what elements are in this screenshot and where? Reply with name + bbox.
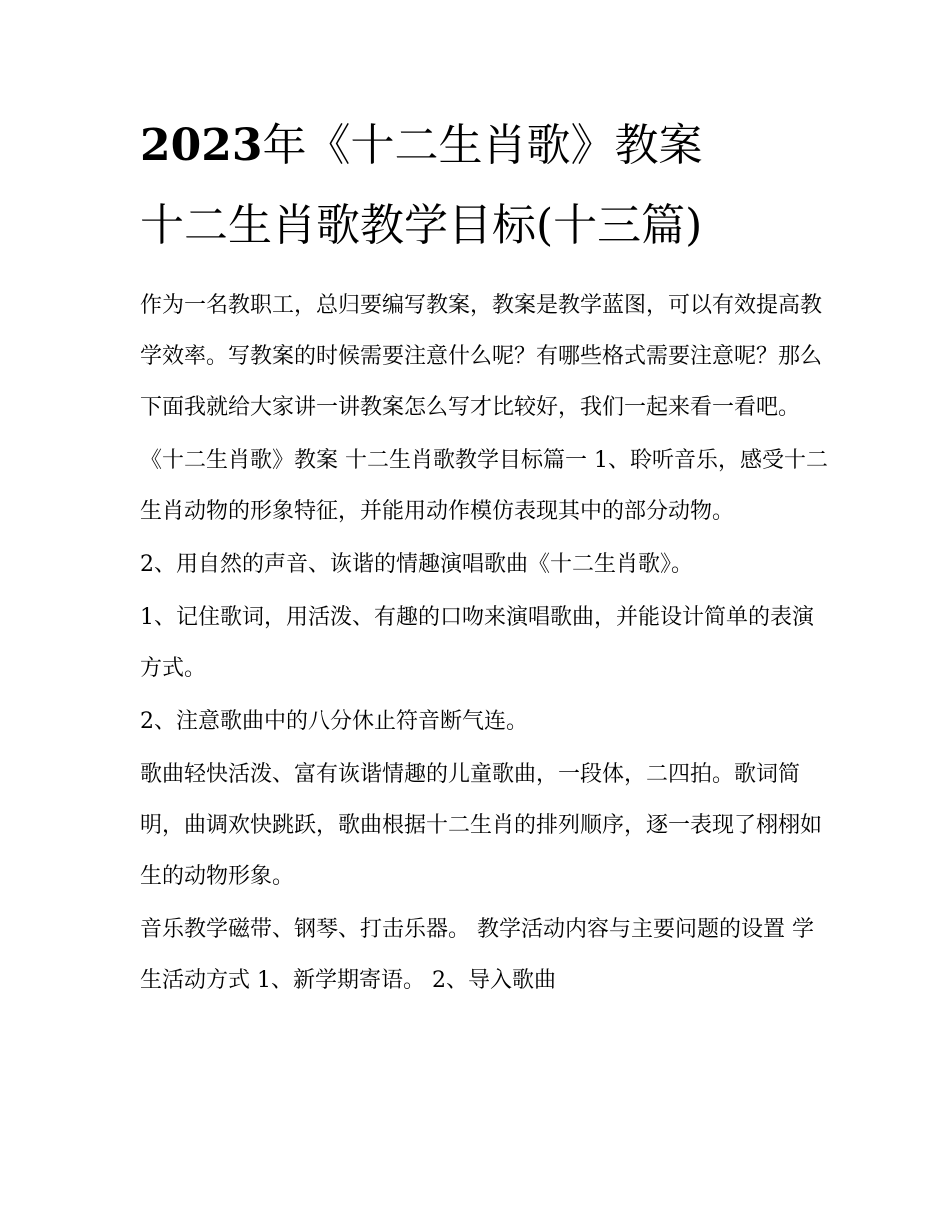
title-year: 2023 <box>140 120 263 171</box>
paragraph-goal-2: 2、用自然的声音、诙谐的情趣演唱歌曲《十二生肖歌》。 <box>140 552 693 577</box>
document-title-line-2: 十二生肖歌教学目标(十三篇) <box>140 200 703 251</box>
paragraph-key-point-2: 2、注意歌曲中的八分休止符音断气连。 <box>140 709 528 734</box>
paragraph-intro: 作为一名教职工，总归要编写教案，教案是教学蓝图，可以有效提高教学效率。写教案的时候需要注意什么呢？有哪些格式需要注意呢？那么下面我就给大家讲一讲教案怎么写才比较好，我们一起来看一看吧。 <box>140 293 823 420</box>
paragraph-goal-1: 《十二生肖歌》教案 十二生肖歌教学目标篇一 1、聆听音乐，感受十二生肖动物的形象特征，并能用动作模仿表现其中的部分动物。 <box>140 448 828 524</box>
document-body <box>140 280 830 1006</box>
paragraph-song-analysis: 歌曲轻快活泼、富有诙谐情趣的儿童歌曲，一段体，二四拍。歌词简明，曲调欢快跳跃，歌曲根据十二生肖的排列顺序，逐一表现了栩栩如生的动物形象。 <box>140 762 823 889</box>
document-page <box>140 118 830 1006</box>
paragraph-materials: 音乐教学磁带、钢琴、打击乐器。 教学活动内容与主要问题的设置 学生活动方式 1、新学期寄语。 2、导入歌曲 <box>140 917 814 993</box>
title-text: 年《十二生肖歌》教案 <box>262 120 703 171</box>
document-title-line-1 <box>140 118 830 174</box>
paragraph-key-point-1: 1、记住歌词，用活泼、有趣的口吻来演唱歌曲，并能设计简单的表演方式。 <box>140 605 814 681</box>
